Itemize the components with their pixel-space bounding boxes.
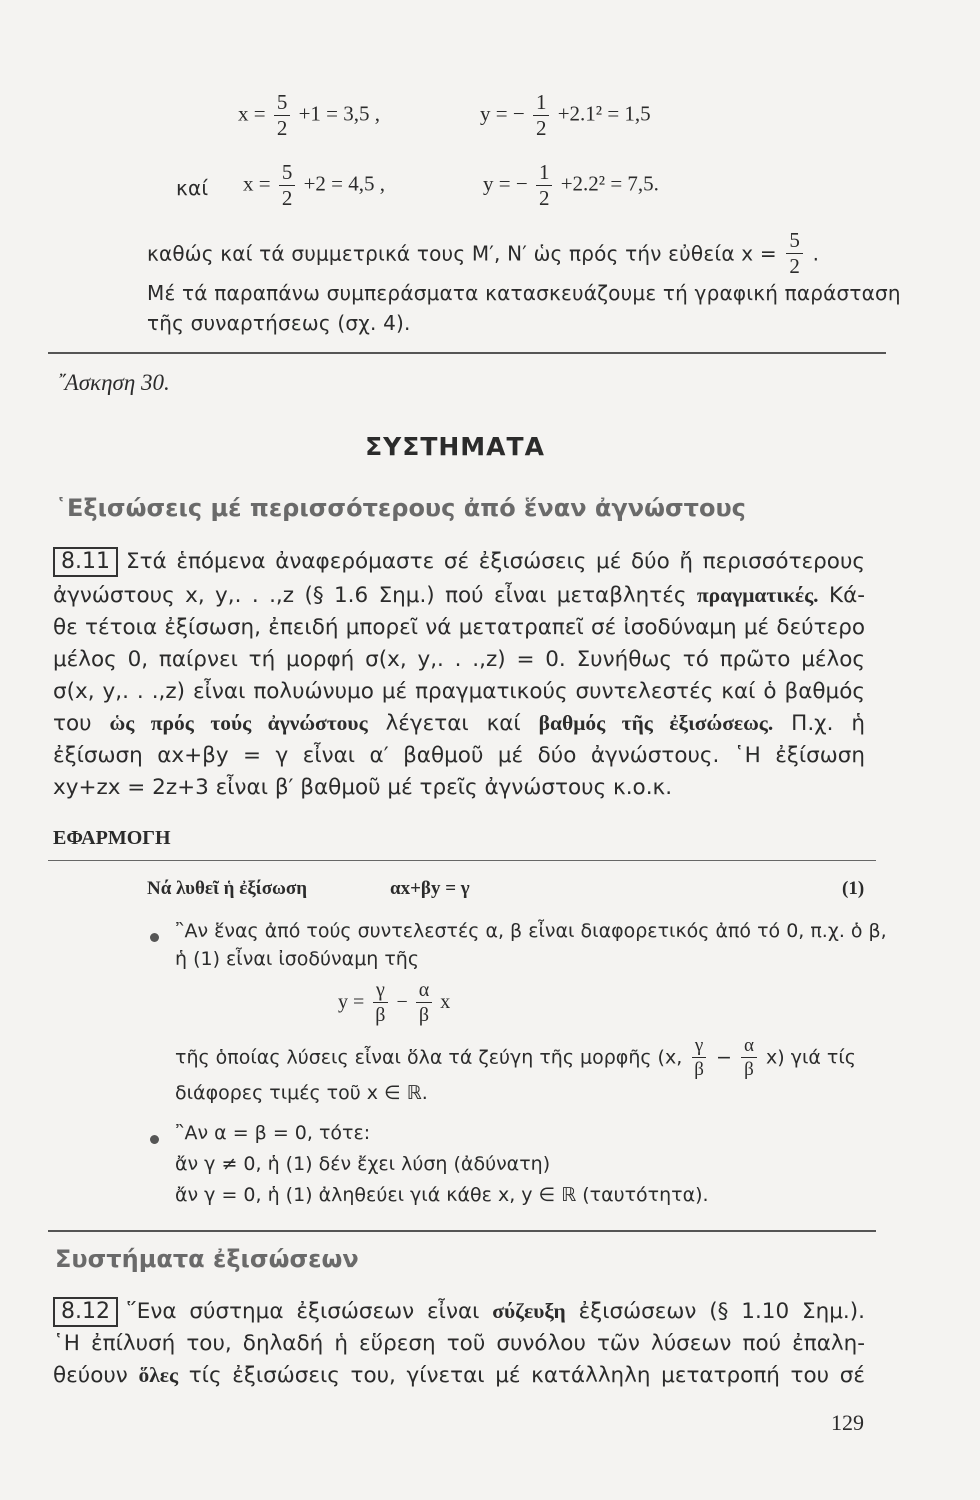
divider-bottom: [48, 1230, 876, 1232]
p811-line-1-text: Στά ἑπόμενα ἀναφερόμαστε σέ ἐξισώσεις μέ δύο ἤ περισσότερους: [125, 549, 865, 574]
eq1-y-fraction: [533, 92, 550, 139]
bullet-2-line-3: ἄν γ = 0, ἡ (1) ἀληθεύει γιά κάθε x, y ∈ ℝ (ταυτότητα).: [175, 1184, 709, 1206]
p811-line-1: [53, 546, 865, 578]
pair-f2-den: β: [744, 1059, 754, 1080]
p812-line-1-a: ῞Ενα σύστημα ἐξισώσεων εἶναι: [125, 1299, 480, 1324]
eq-y-minus: −: [396, 991, 408, 1013]
p811-bold-real: πραγματικές.: [696, 583, 819, 607]
p811-line-6-a: του: [53, 711, 92, 736]
eq2-y-rhs: +2.2² = 7,5.: [560, 171, 659, 196]
chapter-title: ΣΥΣΤΗΜΑΤΑ: [365, 432, 545, 461]
p811-line-3: θε τέτοια ἐξίσωση, ἐπειδή μπορεῖ νά μετατραπεῖ σέ ἰσοδύναμη μέ δεύτερο: [53, 615, 865, 640]
symmetry-fraction: [786, 230, 803, 277]
eq2-y-num: 1: [536, 162, 553, 186]
bullet-1-icon: [150, 933, 159, 942]
equation-line-2-y: [483, 162, 659, 209]
eq2-x-rhs: +2 = 4,5 ,: [303, 171, 386, 196]
eq2-x-fraction: [279, 162, 296, 209]
p811-line-6-c: Π.χ. ἡ: [791, 711, 865, 736]
bullet-1-line-2: ἡ (1) εἶναι ἰσοδύναμη τῆς: [175, 948, 419, 970]
conclusion-line-2: τῆς συναρτήσεως (σχ. 4).: [147, 311, 411, 335]
application-task-equation: αx+βy = γ: [390, 878, 470, 899]
eq-y-f2-den: β: [418, 1004, 430, 1026]
bullet-2-line-1: ῍Αν α = β = 0, τότε:: [175, 1122, 371, 1144]
application-task: Νά λυθεῖ ἡ ἐξίσωση: [147, 878, 308, 899]
symmetry-num: 5: [786, 230, 803, 254]
p812-line-2: ῾Η ἐπίλυσή του, δηλαδή ἡ εὕρεση τοῦ συνόλου τῶν λύσεων πού ἐπαλη-: [53, 1331, 865, 1356]
p811-line-5: σ(x, y,. . .,z) εἶναι πολυώνυμο μέ πραγματικούς συντελεστές καί ὁ βαθμός: [53, 679, 865, 704]
eq2-y-fraction: [536, 162, 553, 209]
p811-line-2-end: Κά-: [828, 583, 865, 608]
eq1-x-rhs: +1 = 3,5 ,: [298, 101, 381, 126]
p811-label: 8.11: [53, 547, 118, 577]
p812-line-3-b: τίς ἐξισώσεις του, γίνεται μέ κατάλληλη μετατροπή του σέ: [188, 1363, 865, 1388]
application-equation-number: (1): [842, 878, 865, 899]
pair-f1-num: γ: [692, 1036, 706, 1058]
p812-line-3-a: θεύουν: [53, 1363, 128, 1388]
symmetry-text: καθώς καί τά συμμετρικά τους Μ′, Ν′ ὡς πρός τήν εὐθεία x =: [147, 241, 777, 266]
bullet-2-line-2: ἄν γ ≠ 0, ἡ (1) δέν ἔχει λύση (ἀδύνατη): [175, 1153, 551, 1175]
eq1-x-fraction: [274, 92, 291, 139]
p811-line-8: xy+zx = 2z+3 εἶναι β′ βαθμοῦ μέ τρεῖς ἀγνώστους κ.ο.κ.: [53, 775, 673, 800]
pair-f2-num: α: [741, 1036, 757, 1058]
eq-y-f1-den: β: [375, 1004, 386, 1026]
bullet-1-line-4: διάφορες τιμές τοῦ x ∈ ℝ.: [175, 1082, 428, 1104]
symmetry-sentence: [147, 230, 819, 277]
eq2-y-lhs: y = −: [483, 171, 528, 196]
pair-f1-den: β: [694, 1059, 704, 1080]
p812-line-1-b: ἐξισώσεων (§ 1.10 Σημ.).: [578, 1299, 865, 1324]
page-number: 129: [831, 1410, 864, 1435]
bullet-1-line-1: ῍Αν ἕνας ἀπό τούς συντελεστές α, β εἶναι διαφορετικός ἀπό τό 0, π.χ. ὁ β,: [175, 920, 887, 942]
p811-line-7: ἐξίσωση αx+βy = γ εἶναι α′ βαθμοῦ μέ δύο ἀγνώστους. ῾Η ἐξίσωση: [53, 743, 865, 768]
p812-label: 8.12: [53, 1297, 118, 1327]
exercise-label: ῎Ασκηση 30.: [57, 370, 170, 395]
p811-line-2-text: ἀγνώστους x, y,. . .,z (§ 1.6 Σημ.) πού εἶναι μεταβλητές: [53, 583, 687, 608]
bullet-1-line-3-a: τῆς ὁποίας λύσεις εἶναι ὅλα τά ζεύγη τῆς μορφῆς (x,: [175, 1046, 683, 1069]
eq2-x-lhs: x =: [243, 171, 271, 196]
p812-line-1: [53, 1296, 865, 1328]
equation-line-1: [238, 92, 380, 139]
equation-line-1-y: [480, 92, 651, 139]
p811-line-2: [53, 580, 865, 612]
p811-line-6: [53, 708, 865, 740]
pair-fraction-2: [741, 1036, 757, 1079]
pair-fraction-1: [691, 1036, 707, 1079]
eq-y-fraction-2: [416, 980, 432, 1025]
equation-line-2: [243, 162, 385, 209]
eq2-kai: καί: [176, 176, 209, 200]
eq-y-x: x: [440, 991, 451, 1013]
p812-bold-all: ὅλες: [138, 1363, 179, 1387]
eq-y-f2-num: α: [416, 980, 432, 1003]
pair-minus: −: [716, 1046, 732, 1069]
section-title-1: ῾Εξισώσεις μέ περισσότερους ἀπό ἕναν ἀγνώστους: [55, 494, 746, 522]
eq1-y-lhs: y = −: [480, 101, 525, 126]
eq2-y-den: 2: [538, 186, 550, 210]
conclusion-line-1: Μέ τά παραπάνω συμπεράσματα κατασκευάζουμε τή γραφική παράσταση: [147, 281, 901, 305]
p812-bold-conjunction: σύζευξη: [492, 1299, 566, 1323]
bullet-1-line-3-b: x) γιά τίς: [766, 1046, 856, 1069]
symmetry-den: 2: [789, 254, 801, 278]
p811-line-6-b: λέγεται καί: [385, 711, 521, 736]
eq1-x-num: 5: [274, 92, 291, 116]
divider-application: [48, 860, 876, 861]
eq1-y-num: 1: [533, 92, 550, 116]
divider-top: [48, 352, 886, 354]
p811-line-4: μέλος 0, παίρνει τή μορφή σ(x, y,. . .,z) = 0. Συνήθως τό πρῶτο μέλος: [53, 647, 865, 672]
p811-bold-unknowns: ὡς πρός τούς ἀγνώστους: [109, 711, 368, 735]
p812-line-3: [53, 1360, 865, 1392]
eq-y-lhs: y =: [338, 991, 365, 1013]
eq2-x-den: 2: [281, 186, 293, 210]
equation-y-display: [338, 980, 450, 1025]
eq1-x-lhs: x =: [238, 101, 266, 126]
application-heading: ΕΦΑΡΜΟΓΗ: [53, 827, 171, 849]
eq1-y-den: 2: [535, 116, 547, 140]
eq2-x-num: 5: [279, 162, 296, 186]
eq-y-f1-num: γ: [373, 980, 388, 1003]
symmetry-end: .: [812, 241, 820, 266]
p811-bold-degree: βαθμός τῆς ἐξισώσεως.: [538, 711, 774, 735]
section-title-2: Συστήματα ἐξισώσεων: [55, 1245, 359, 1273]
eq1-x-den: 2: [276, 116, 288, 140]
bullet-1-line-3: [175, 1036, 856, 1079]
eq-y-fraction-1: [372, 980, 388, 1025]
bullet-2-icon: [150, 1135, 159, 1144]
eq1-y-rhs: +2.1² = 1,5: [557, 101, 651, 126]
